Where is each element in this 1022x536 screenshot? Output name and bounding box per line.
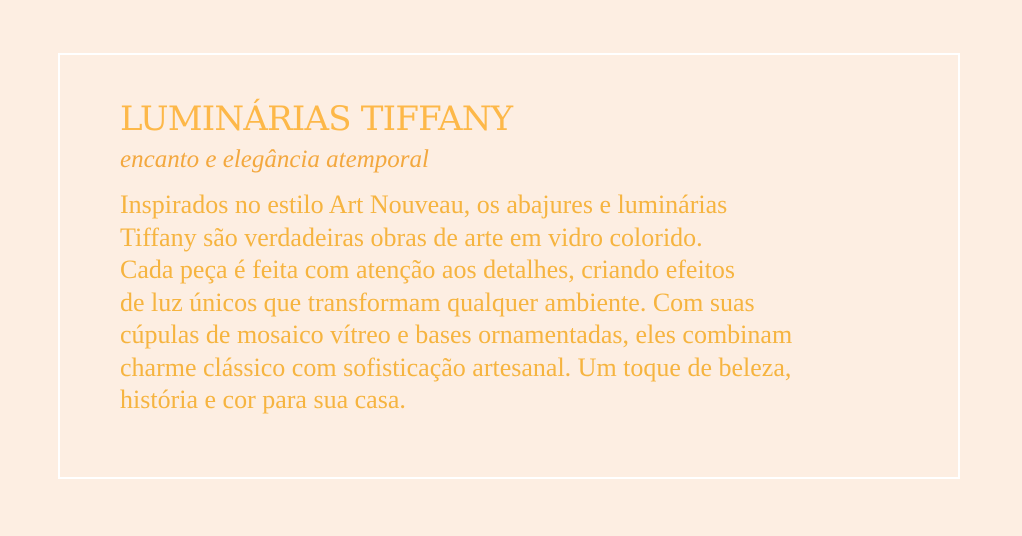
content-card bbox=[58, 53, 960, 479]
description-text bbox=[120, 189, 910, 417]
description-line: charme clássico com sofisticação artesanal. Um toque de beleza, bbox=[120, 352, 792, 382]
card-content bbox=[120, 99, 910, 417]
description-line: Cada peça é feita com atenção aos detalhes, criando efeitos bbox=[120, 255, 736, 284]
description-line: de luz únicos que transformam qualquer ambiente. Com suas bbox=[120, 287, 755, 317]
page-title: LUMINÁRIAS TIFFANY bbox=[120, 99, 513, 139]
description-line: cúpulas de mosaico vítreo e bases ornamentadas, eles combinam bbox=[120, 320, 793, 349]
description-line: história e cor para sua casa. bbox=[120, 385, 406, 414]
subtitle: encanto e elegância atemporal bbox=[120, 146, 429, 173]
description-line: Tiffany são verdadeiras obras de arte em vidro colorido. bbox=[120, 222, 703, 252]
description-line: Inspirados no estilo Art Nouveau, os abajures e luminárias bbox=[120, 190, 728, 219]
